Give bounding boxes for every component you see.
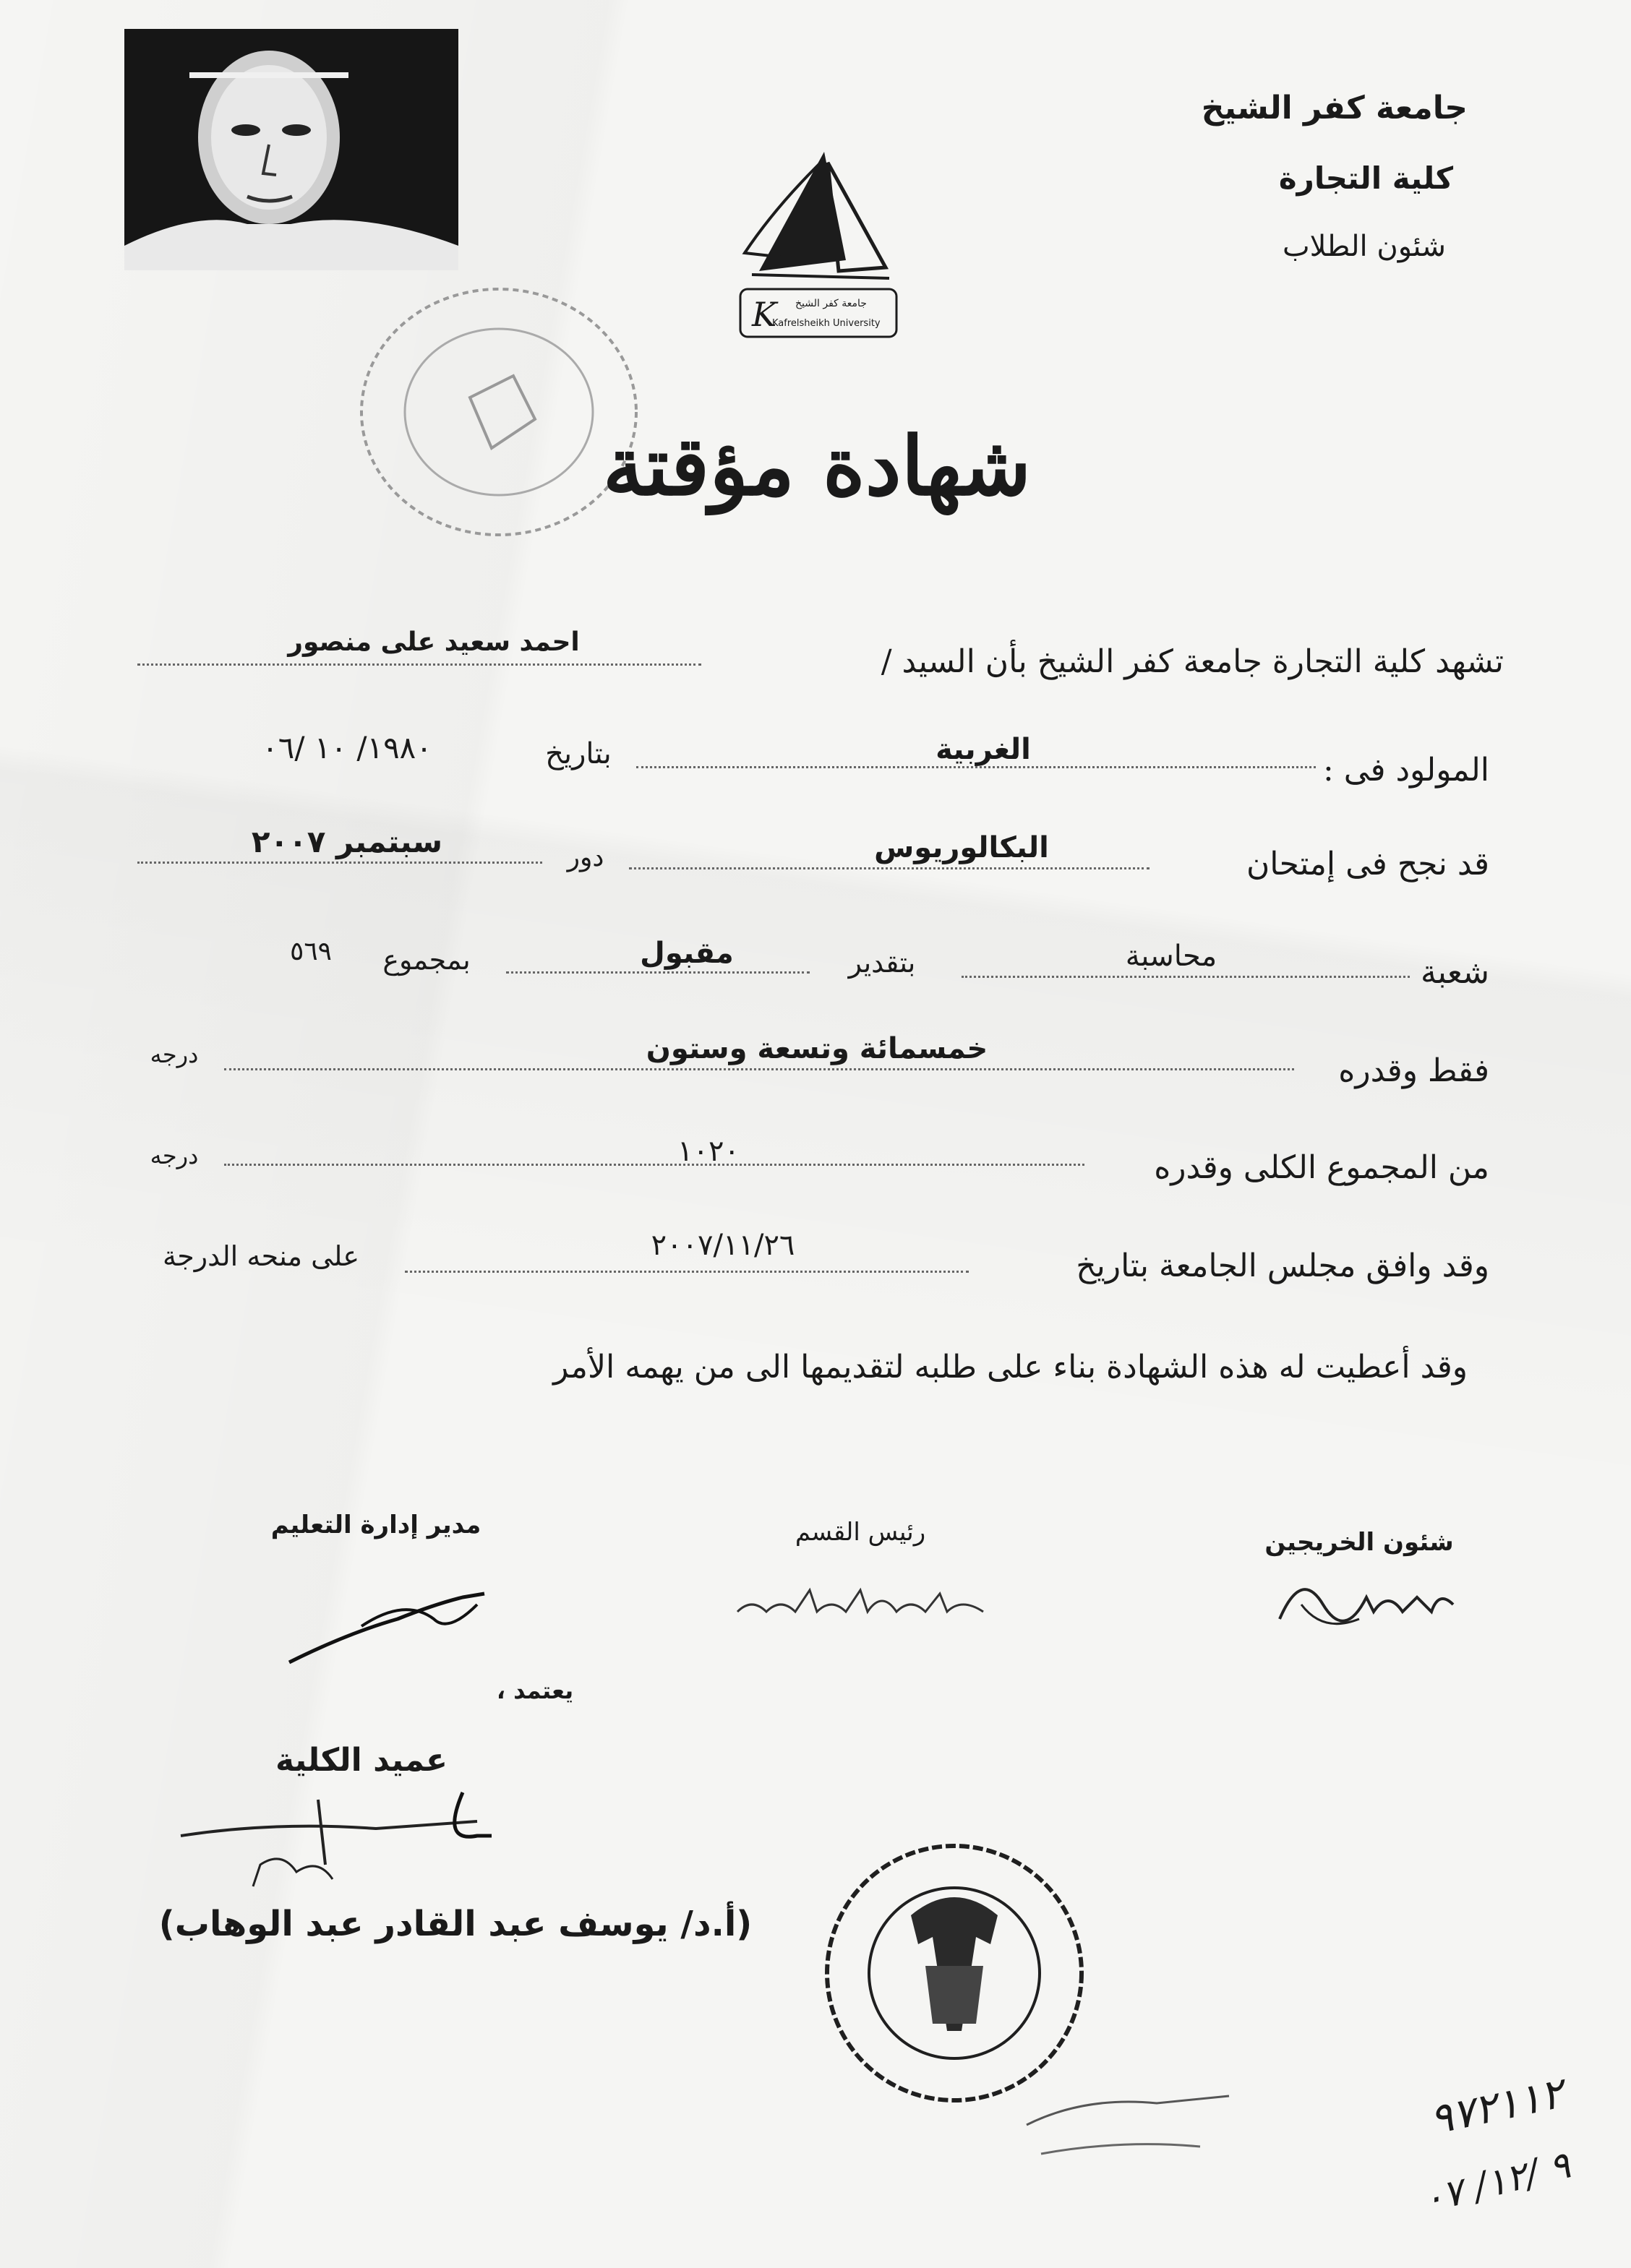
degree-unit-1: درجه [150, 1041, 199, 1068]
page-title: شهادة مؤقتة [602, 419, 1032, 514]
education-director-title: مدير إدارة التعليم [270, 1511, 481, 1539]
session-label: دور [567, 843, 604, 872]
grade-label: بتقدير [848, 947, 916, 979]
line7-label: وقد وافق مجلس الجامعة بتاريخ [1076, 1247, 1489, 1284]
grand-total: ١٠٢٠ [677, 1135, 740, 1168]
logo-letter: K [752, 295, 777, 334]
council-date: ٢٠٠٧/١١/٢٦ [651, 1229, 795, 1262]
ref-date: ٩ /١٢/ ٠٧ [1418, 2143, 1575, 2222]
line1-dots [137, 663, 701, 666]
ref-number: ٩٧٢١١٢ [1425, 2068, 1568, 2144]
line5-label: فقط وقدره [1338, 1052, 1489, 1089]
grade: مقبول [640, 937, 734, 970]
graduates-affairs-title: شئون الخريجين [1264, 1528, 1454, 1557]
header-university: جامعة كفر الشيخ [1201, 90, 1468, 126]
logo-caption-en: Kafrelsheikh University [772, 318, 881, 329]
line6-label: من المجموع الكلى وقدره [1154, 1149, 1489, 1186]
birth-date: ١٩٨٠/ ١٠ /٠٦ [262, 730, 432, 765]
total-label: بمجموع [382, 944, 471, 976]
department-head-signature [730, 1568, 1005, 1636]
university-logo [730, 145, 904, 347]
graduates-affairs-signature [1258, 1561, 1475, 1651]
grade-dots [506, 971, 810, 974]
student-photo [124, 29, 458, 270]
student-name: احمد سعيد على منصور [288, 627, 580, 657]
date-label: بتاريخ [545, 737, 612, 770]
division: محاسبة [1125, 940, 1217, 973]
total-words: خمسمائة وتسعة وستون [646, 1032, 988, 1065]
line2-label: المولود فى : [1322, 752, 1489, 789]
dean-signature [174, 1785, 506, 1904]
logo-caption-ar: جامعة كفر الشيخ [795, 298, 867, 309]
birthplace: الغربية [936, 733, 1031, 766]
header-faculty: كلية التجارة [1278, 160, 1453, 196]
line3-dots [629, 867, 1150, 869]
line8-text: وقد أعطيت له هذه الشهادة بناء على طلبه لتقديمها الى من يهمه الأمر [553, 1349, 1468, 1386]
degree-unit-2: درجه [150, 1142, 199, 1169]
total: ٥٦٩ [289, 937, 332, 966]
line1-label: تشهد كلية التجارة جامعة كفر الشيخ بأن السيد / [881, 643, 1504, 680]
dean-title: عميد الكلية [275, 1742, 448, 1779]
line4-label: شعبة [1421, 954, 1489, 991]
line5-dots [224, 1068, 1294, 1070]
official-seal [817, 1836, 1092, 2110]
line3-label: قد نجح فى إمتحان [1246, 846, 1489, 882]
exam-session: سبتمبر ٢٠٠٧ [251, 824, 443, 859]
line7-suffix: على منحه الدرجة [162, 1240, 360, 1272]
exam-name: البكالوريوس [874, 831, 1049, 864]
approval-label: يعتمد ، [496, 1677, 574, 1704]
education-director-signature [275, 1576, 506, 1680]
line7-dots [405, 1271, 969, 1273]
department-head-title: رئيس القسم [795, 1518, 926, 1547]
line4-dots [962, 976, 1410, 978]
line2-dots [636, 766, 1316, 768]
session-dots [137, 862, 542, 864]
dean-name: (أ.د/ يوسف عبد القادر عبد الوهاب) [158, 1904, 753, 1944]
header-department: شئون الطلاب [1283, 230, 1446, 263]
handwritten-marks [1012, 2082, 1258, 2190]
